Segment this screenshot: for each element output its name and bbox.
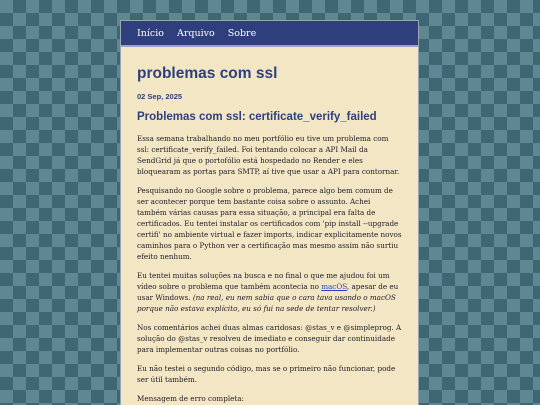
post-title: problemas com ssl bbox=[137, 65, 278, 82]
post-heading: Problemas com ssl: certificate_verify_failed bbox=[137, 111, 377, 123]
paragraph-3-italic: (na real, eu nem sabia que o cara tava usando o macOS porque não estava explícito, eu só fui na sede de tentar resolver.) bbox=[137, 293, 396, 313]
nav-link-sobre[interactable]: Sobre bbox=[227, 27, 257, 39]
paragraph-2: Pesquisando no Google sobre o problema, parece algo bem comum de ser acontecer porque tem bastante coisa sobre o assunto. Achei também várias causas para essa situação, a principal era falta de certificados. Eu tentei instalar os certificados com 'pip install --upgrade certifi' no ambiente virtual e fazer imports, indicar explicitamente novos caminhos para o Python ver a certificação mas mesmo assim não surtiu efeito nenhum. bbox=[137, 186, 402, 261]
post-content bbox=[121, 47, 418, 404]
nav-link-arquivo[interactable]: Arquivo bbox=[177, 27, 215, 39]
paragraph-1: Essa semana trabalhando no meu portfólio eu tive um problema com ssl: certificate_verify_failed. Foi tentando colocar a API Mail da SendGrid já que o portofólio está hospedado no Render e eles bloquearam as portas para SMTP, aí tive que usar a API para contornar. bbox=[137, 134, 400, 176]
paragraph-3-text-b: , apesar de eu usar Windows. bbox=[137, 282, 399, 302]
paragraph-5: Eu não testei o segundo código, mas se o primeiro não funcionar, pode ser útil também. bbox=[137, 364, 396, 384]
nav-link-inicio[interactable]: Início bbox=[137, 27, 164, 39]
post-date: 02 Sep, 2025 bbox=[137, 92, 183, 101]
paragraph-6: Mensagem de erro completa: bbox=[137, 394, 244, 403]
macos-link[interactable]: macOS bbox=[321, 282, 347, 291]
paragraph-3 bbox=[137, 270, 402, 314]
paragraph-4: Nos comentários achei duas almas caridosas: @stas_v e @simpleprog. A solução do @stas_v resolveu de imediato e conseguir dar continuidade para implementar outras coisas no portfólio. bbox=[137, 323, 402, 354]
top-nav bbox=[121, 21, 418, 47]
paragraph-3-text-a: Eu tentei muitas soluções na busca e no final o que me ajudou foi um vídeo sobre o problema que também acontecia no bbox=[137, 271, 390, 291]
page-container bbox=[121, 21, 418, 405]
